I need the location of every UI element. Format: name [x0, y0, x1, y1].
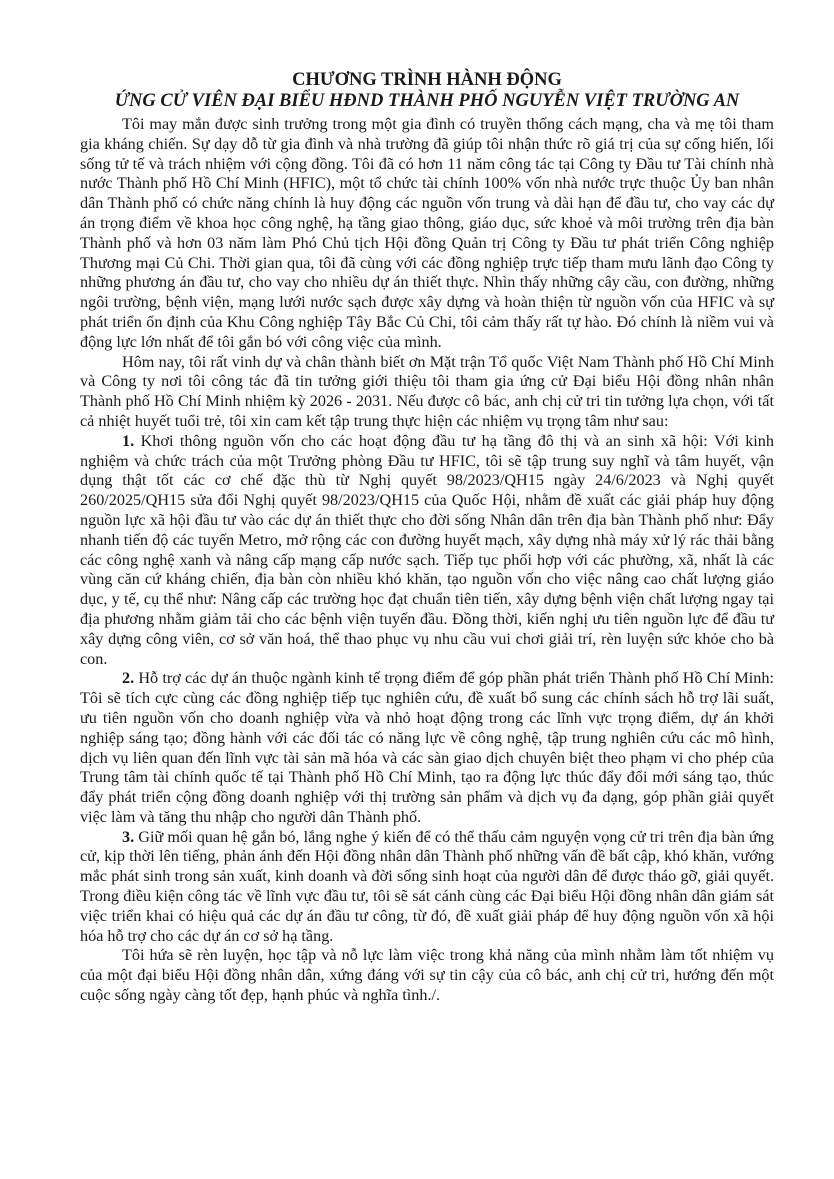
paragraph-text: Tôi hứa sẽ rèn luyện, học tập và nỗ lực làm việc trong khả năng của mình nhằm làm tốt nhiệm vụ của một đại biểu Hội đồng nhân dân, xứng đáng với sự tin cậy của cô bác, anh chị cử tri, hướng đến một cuộc sống ngày càng tốt đẹp, hạnh phúc và nghĩa tình./.	[80, 946, 774, 1005]
paragraph-text: Khơi thông nguồn vốn cho các hoạt động đầu tư hạ tầng đô thị và an sinh xã hội: Với kinh nghiệm và chức trách của một Trưởng phòng Đầu tư HFIC, tôi sẽ tập trung suy nghĩ và tâm huyết, vận dụng thật tốt các cơ chế đặc thù từ Nghị quyết 98/2023/QH15 ngày 24/6/2023 và Nghị quyết 260/2025/QH15 sửa đổi Nghị quyết 98/2023/QH15 của Quốc Hội, nhằm đề xuất các giải pháp huy động nguồn lực xã hội đầu tư vào các dự án thiết thực cho đời sống Nhân dân trên địa bàn Thành phố như: Đẩy nhanh tiến độ các tuyến Metro, mở rộng các con đường huyết mạch, xây dựng nhà máy xử lý rác thải bằng các công nghệ xanh và nâng cấp mạng cấp nước sạch. Tiếp tục phối hợp với các phường, xã, nhất là các vùng căn cứ kháng chiến, địa bàn còn nhiều khó khăn, tạo nguồn vốn cho việc nâng cao chất lượng giáo dục, y tế, cụ thể như: Nâng cấp các trường học đạt chuẩn tiên tiến, xây dựng bệnh viện chất lượng ngay tại địa phương nhằm giảm tải cho các bệnh viện tuyến đầu. Đồng thời, kiến nghị ưu tiên nguồn lực để đầu tư xây dựng công viên, cơ sở văn hoá, thể thao phục vụ nhu cầu vui chơi giải trí, rèn luyện sức khỏe cho bà con.	[80, 431, 774, 668]
task-number: 3.	[122, 827, 135, 846]
paragraph-task-2	[80, 669, 774, 827]
paragraph-text: Tôi may mắn được sinh trưởng trong một gia đình có truyền thống cách mạng, cha và mẹ tôi tham gia kháng chiến. Sự dạy dỗ từ gia đình và nhà trường đã giúp tôi nhận thức rõ giá trị của sự cống hiến, lối sống tử tế và trách nhiệm với cộng đồng. Tôi đã có hơn 11 năm công tác tại Công ty Đầu tư Tài chính nhà nước Thành phố Hồ Chí Minh (HFIC), một tổ chức tài chính 100% vốn nhà nước trực thuộc Ủy ban nhân dân Thành phố có chức năng chính là huy động các nguồn vốn trung và dài hạn để đầu tư, cho vay các dự án trọng điểm về khoa học công nghệ, hạ tầng giao thông, giáo dục, sức khoẻ và môi trường trên địa bàn Thành phố và hơn 03 năm làm Phó Chủ tịch Hội đồng Quản trị Công ty Đầu tư phát triển Công nghiệp Thương mại Củ Chi. Thời gian qua, tôi đã cùng với các đồng nghiệp trực tiếp tham mưu lãnh đạo Công ty những phương án đầu tư, cho vay cho nhiều dự án thiết thực. Nhìn thấy những cây cầu, con đường, những ngôi trường, bệnh viện, mạng lưới nước sạch được xây dựng và hoàn thiện từ nguồn vốn của HFIC và sự phát triển ổn định của Khu Công nghiệp Tây Bắc Củ Chi, tôi cảm thấy rất tự hào. Đó chính là niềm vui và động lực lớn nhất để tôi gắn bó với công việc của mình.	[80, 115, 774, 351]
task-number: 2.	[122, 669, 135, 688]
paragraph-commitment	[80, 353, 774, 432]
paragraph-task-3	[80, 828, 774, 947]
paragraph-closing	[80, 946, 774, 1005]
document-subtitle: ỨNG CỬ VIÊN ĐẠI BIỂU HĐND THÀNH PHỐ NGUYỄN VIỆT TRƯỜNG AN	[114, 91, 740, 111]
document-title: CHƯƠNG TRÌNH HÀNH ĐỘNG	[292, 70, 562, 90]
paragraph-text: Hôm nay, tôi rất vinh dự và chân thành biết ơn Mặt trận Tổ quốc Việt Nam Thành phố Hồ Chí Minh và Công ty nơi tôi công tác đã tin tưởng giới thiệu tôi tham gia ứng cử Đại biểu Hội đồng nhân nhân Thành phố Hồ Chí Minh nhiệm kỳ 2026 - 2031. Nếu được cô bác, anh chị cử tri tin tưởng lựa chọn, với tất cả nhiệt huyết tuổi trẻ, tôi xin cam kết tập trung thực hiện các nhiệm vụ trọng tâm như sau:	[80, 352, 774, 430]
paragraph-task-1	[80, 432, 774, 670]
task-number: 1.	[122, 431, 135, 450]
paragraph-intro	[80, 115, 774, 353]
paragraph-text: Hỗ trợ các dự án thuộc ngành kinh tế trọng điểm để góp phần phát triển Thành phố Hồ Chí Minh: Tôi sẽ tích cực cùng các đồng nghiệp tiếp tục nghiên cứu, đề xuất bổ sung các chính sách hỗ trợ lãi suất, ưu tiên nguồn vốn cho doanh nghiệp vừa và nhỏ hoạt động trong các lĩnh vực trọng điểm, dự án khởi nghiệp sáng tạo; đồng hành với các đối tác có năng lực về công nghệ, tập trung nghiên cứu các mô hình, dịch vụ liên quan đến lĩnh vực tài sản mã hóa và các sàn giao dịch chuyên biệt theo phạm vi cho phép của Trung tâm tài chính quốc tế tại Thành phố Hồ Chí Minh, tạo ra động lực thúc đẩy đổi mới sáng tạo, thúc đẩy phát triển cộng đồng doanh nghiệp với thị trường sản phẩm và dịch vụ đa dạng, góp phần giải quyết việc làm và tăng thu nhập cho người dân Thành phố.	[80, 669, 774, 826]
paragraph-text: Giữ mối quan hệ gắn bó, lắng nghe ý kiến để có thể thấu cảm nguyện vọng cử tri trên địa bàn ứng cử, kịp thời lên tiếng, phản ánh đến Hội đồng nhân dân Thành phố những vấn đề bất cập, khó khăn, vướng mắc phát sinh trong sản xuất, kinh doanh và đời sống sinh hoạt của người dân để được tháo gỡ, giải quyết. Trong điều kiện công tác về lĩnh vực đầu tư, tôi sẽ sát cánh cùng các Đại biểu Hội đồng nhân dân giám sát việc triển khai có hiệu quả các dự án đầu tư công, từ đó, đề xuất giải pháp để huy động nguồn vốn xã hội hóa hỗ trợ cho các dự án cơ sở hạ tầng.	[80, 827, 774, 945]
document-body	[80, 115, 774, 1006]
